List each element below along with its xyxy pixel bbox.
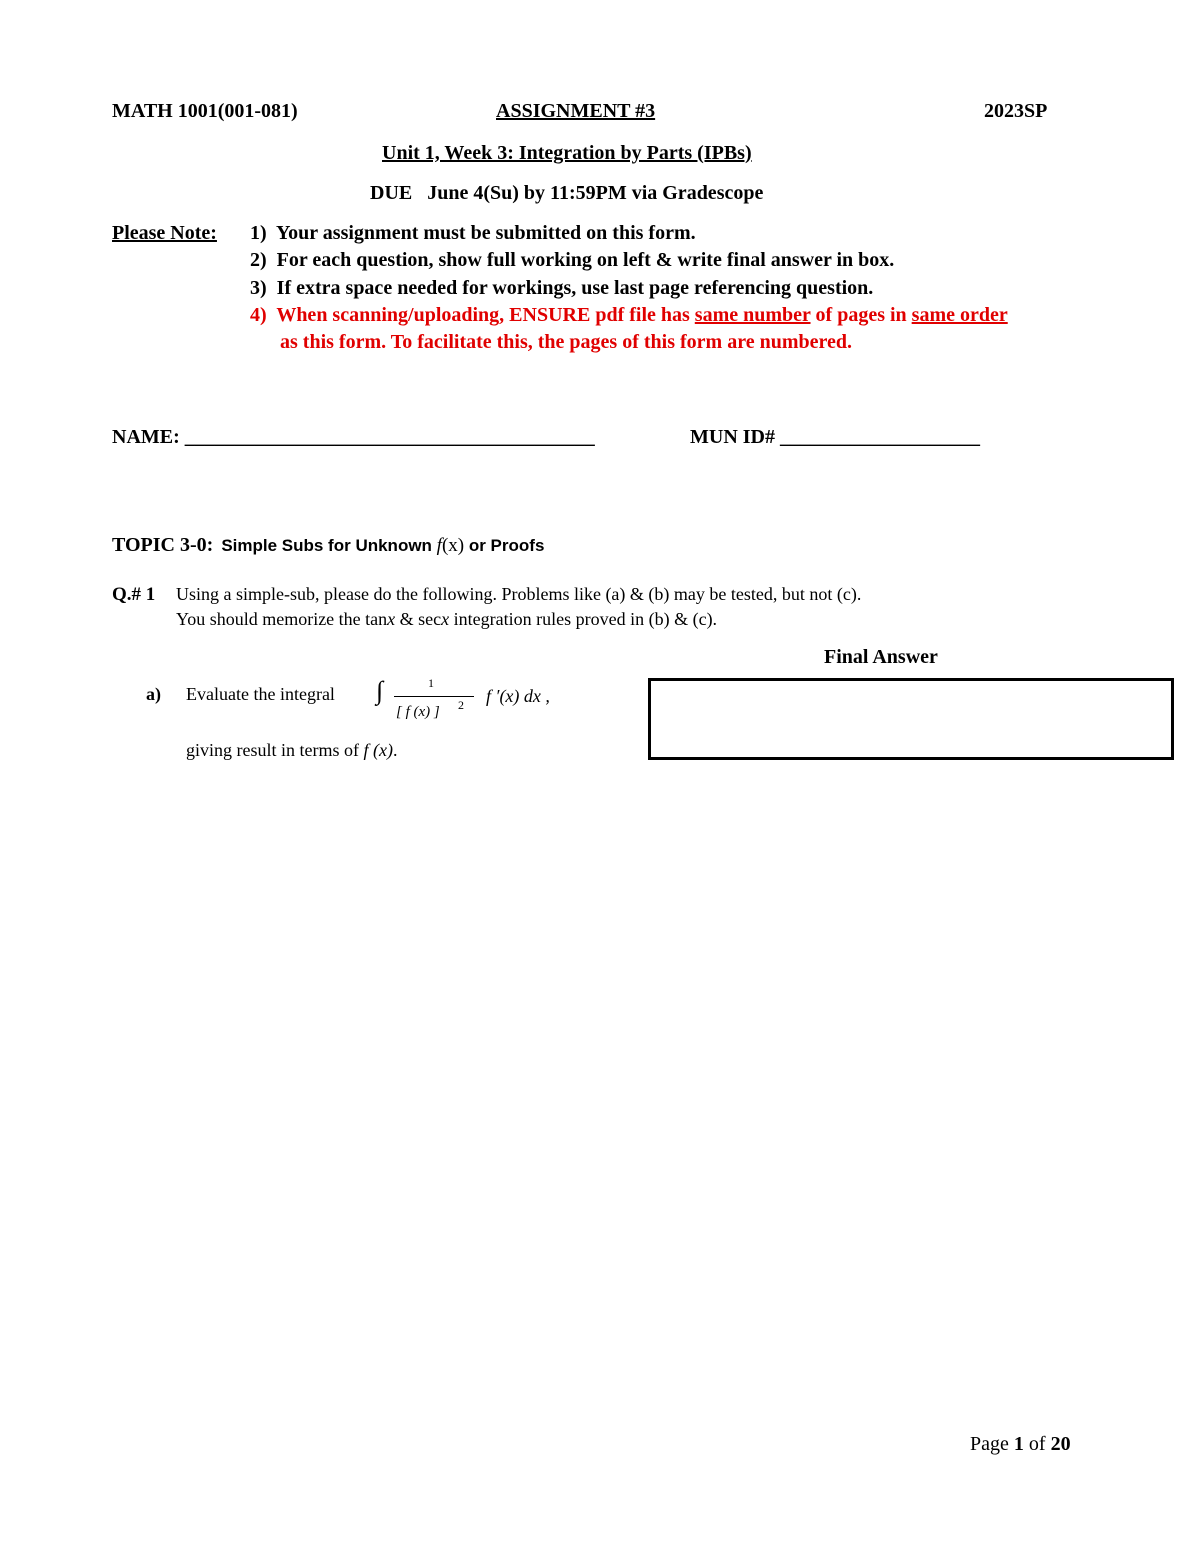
topic-heading (112, 534, 544, 557)
q-text: You should memorize the tan (176, 609, 388, 629)
note-text: When scanning/uploading, ENSURE pdf file has (276, 304, 695, 326)
note-num: 1) (250, 222, 267, 244)
name-label: NAME: (112, 426, 180, 448)
due-text: June 4(Su) by 11:59PM via Gradescope (427, 182, 764, 204)
note-text: For each question, show full working on left & write final answer in box. (276, 249, 895, 271)
note-emphasis: same number (694, 304, 811, 326)
note-item-3 (250, 277, 873, 300)
id-label: MUN ID# (690, 426, 775, 448)
term: 2023SP (984, 100, 1048, 122)
topic-fx: f (436, 535, 442, 556)
note-text: If extra space needed for workings, use last page referencing question. (276, 277, 874, 299)
note-item-4 (250, 304, 1008, 327)
topic-label: TOPIC 3-0: (112, 534, 214, 556)
id-line[interactable]: ____________________ (780, 426, 980, 448)
integral-sign: ∫ (376, 676, 384, 705)
page-number (970, 1433, 1071, 1456)
part-a-label: a) (146, 684, 161, 704)
note-text: of pages in (810, 304, 912, 326)
q-text: giving result in terms of (186, 740, 364, 760)
q-fx: f (x) (363, 740, 393, 760)
question-line-1: Using a simple-sub, please do the following. Problems like (a) & (b) may be tested, but not (c). (176, 584, 862, 604)
final-answer-box[interactable] (648, 678, 1174, 760)
id-field[interactable] (690, 426, 980, 449)
topic-text-end: or Proofs (464, 536, 545, 555)
final-answer-label: Final Answer (824, 646, 938, 668)
fraction-numerator: 1 (428, 676, 434, 690)
q-text: & sec (395, 609, 442, 629)
note-item-1 (250, 222, 696, 245)
due-line (370, 182, 763, 205)
note-num: 4) (250, 304, 267, 326)
question-line-2 (176, 609, 717, 630)
integrand-tail: f ′(x) dx , (486, 686, 550, 706)
fraction-exponent: 2 (458, 698, 464, 712)
note-label: Please Note: (112, 222, 217, 244)
topic-text: Simple Subs for Unknown (221, 536, 437, 555)
unit-title: Unit 1, Week 3: Integration by Parts (IPBs) (382, 142, 752, 164)
topic-paren: (x) (441, 535, 465, 556)
note-emphasis: same order (911, 304, 1008, 326)
q-text: . (392, 740, 398, 760)
page-of: of (1023, 1433, 1051, 1455)
fraction-bar (394, 696, 474, 697)
fraction-denominator: [ f (x) ] (396, 704, 440, 720)
part-a-line-2 (186, 740, 397, 761)
name-line[interactable]: _________________________________________ (184, 426, 595, 448)
page-total: 20 (1050, 1433, 1071, 1455)
question-label: Q.# 1 (112, 584, 156, 605)
note-text: Your assignment must be submitted on this form. (275, 222, 696, 244)
q-var: x (387, 609, 396, 629)
course-code: MATH 1001(001-081) (112, 100, 298, 122)
due-label: DUE (370, 182, 413, 204)
note-num: 3) (250, 277, 267, 299)
name-field[interactable] (112, 426, 595, 449)
page-label: Page (970, 1433, 1014, 1455)
assignment-title: ASSIGNMENT #3 (496, 100, 656, 122)
part-a-text: Evaluate the integral (186, 684, 335, 704)
q-var: x (441, 609, 450, 629)
q-text: integration rules proved in (b) & (c). (449, 609, 718, 629)
note-item-4-line2: as this form. To facilitate this, the pages of this form are numbered. (280, 331, 853, 353)
note-item-2 (250, 249, 894, 272)
note-num: 2) (250, 249, 267, 271)
page-current: 1 (1013, 1433, 1024, 1455)
